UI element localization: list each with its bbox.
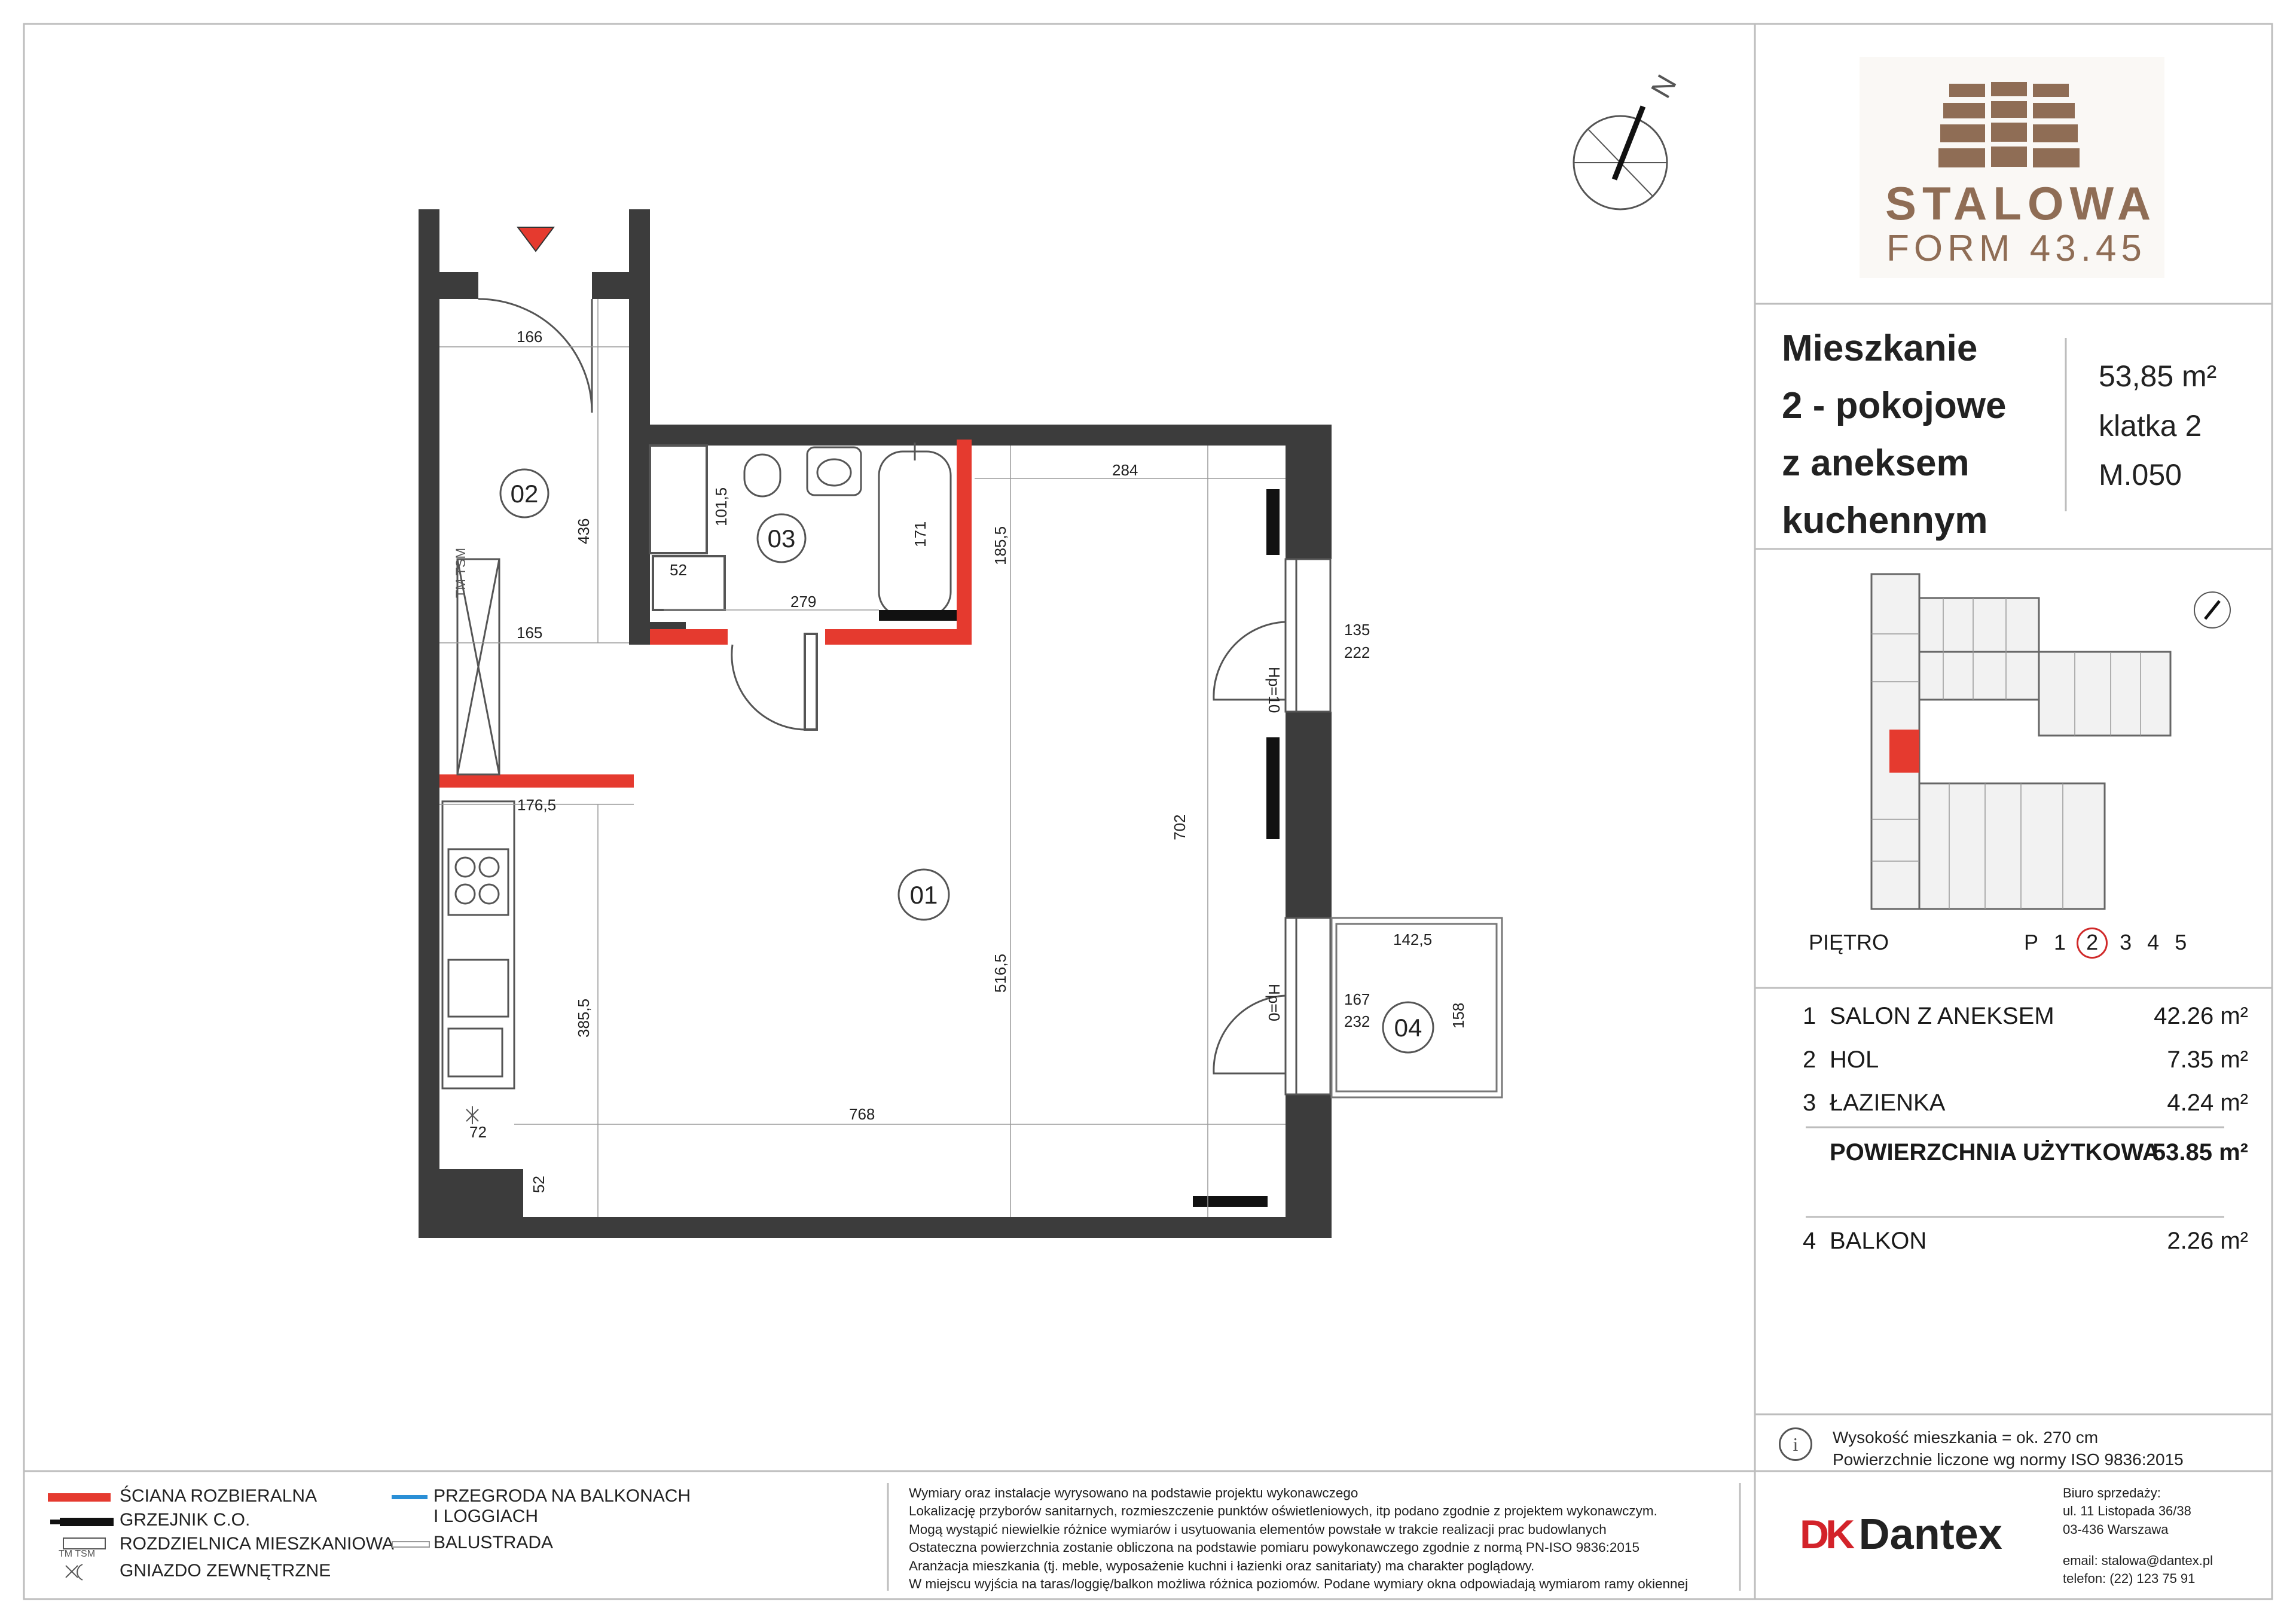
dim-label: 436 (575, 518, 593, 544)
doors (478, 299, 1286, 1073)
balcony-row-area: 2.26 m² (2167, 1228, 2248, 1254)
exterior-walls (419, 209, 1332, 1238)
dim-label: 101,5 (712, 487, 730, 526)
room-label-02: 02 (510, 480, 539, 508)
radiator-icon (48, 1513, 114, 1531)
legend-radiator: GRZEJNIK C.O. (120, 1510, 251, 1530)
key-plan (1860, 562, 2242, 921)
bathroom-walls (650, 446, 817, 730)
flat-title-line: z aneksem (1782, 443, 1970, 484)
compass-north-label: N (1645, 69, 1683, 103)
tm-tsm-label: TM TSM (453, 548, 468, 598)
dim-label: 176,5 (517, 796, 557, 814)
floor-option[interactable]: P (2024, 930, 2039, 954)
entrance-arrow (518, 227, 554, 251)
flat-unit: M.050 (2099, 458, 2182, 492)
dim-label: 385,5 (575, 998, 593, 1038)
brand-name-top: STALOWA (1885, 177, 2157, 230)
brand-name-bottom: FORM 43.45 (1886, 228, 2147, 269)
disclaimer (909, 1484, 1688, 1593)
flat-title (1782, 320, 2006, 550)
floor-selector-label: PIĘTRO (1809, 930, 1889, 954)
room-row-name: ŁAZIENKA (1830, 1090, 1946, 1116)
room-row-area: 4.24 m² (2167, 1090, 2248, 1116)
keyplan-compass-icon (2194, 592, 2230, 628)
sales-office-line (2063, 1539, 2213, 1552)
legend-distribution-box: ROZDZIELNICA MIESZKANIOWA (120, 1534, 394, 1554)
dim-label: 158 (1449, 1002, 1467, 1029)
dim-label: 171 (911, 521, 929, 547)
legend-partition-swatch (392, 1495, 428, 1499)
dim-label: 165 (517, 624, 543, 642)
room-row-name: SALON Z ANEKSEM (1830, 1003, 2054, 1029)
info-icon: i (1779, 1427, 1812, 1461)
info-height: Wysokość mieszkania = ok. 270 cm (1833, 1428, 2099, 1447)
dim-label: 702 (1171, 814, 1189, 840)
sales-office (2063, 1484, 2213, 1588)
flat-title-line: 2 - pokojowe (1782, 385, 2007, 427)
disclaimer-line: W miejscu wyjścia na taras/loggię/balkon możliwa różnica poziomów. Podane wymiary okna odpowiadają wymiarom ramy okiennej (909, 1576, 1689, 1591)
dim-label: 72 (469, 1123, 487, 1141)
legend-removable-wall-swatch (48, 1493, 111, 1502)
disclaimer-line: Aranżacja mieszkania (tj. meble, wyposażenie kuchni i łazienki oraz sanitariaty) ma charakter poglądowy. (909, 1558, 1535, 1573)
dim-label: 768 (849, 1105, 875, 1123)
floor-option[interactable]: 3 (2120, 930, 2132, 954)
usable-area-value: 53.85 m² (2152, 1139, 2248, 1166)
legend-partition (433, 1486, 691, 1527)
dim-label: 185,5 (991, 526, 1009, 565)
outdoor-socket-icon (60, 1560, 96, 1590)
brand-mark-icon (1860, 57, 2164, 176)
room-label-03: 03 (767, 524, 796, 553)
flat-meta (2099, 352, 2216, 500)
dim-label: 222 (1344, 643, 1370, 661)
room-row-area: 42.26 m² (2154, 1003, 2248, 1029)
flat-title-line: Mieszkanie (1782, 328, 1978, 369)
room-row-area: 7.35 m² (2167, 1047, 2248, 1073)
selected-unit-highlight (1889, 730, 1919, 773)
dim-label: 52 (670, 561, 687, 579)
room-label-04: 04 (1394, 1014, 1422, 1042)
floor-option[interactable]: 1 (2054, 930, 2066, 954)
dim-label: 142,5 (1393, 931, 1433, 948)
room-row-no: 1 (1803, 1003, 1816, 1029)
disclaimer-line: Ostateczna powierzchnia zostanie obliczona na podstawie pomiaru powykonawczego zgodnie z normą PN-ISO 9836:2015 (909, 1540, 1639, 1555)
room-row-no: 3 (1803, 1090, 1816, 1116)
flat-staircase: klatka 2 (2099, 408, 2202, 443)
sales-office-line: 03-436 Warszawa (2063, 1521, 2169, 1537)
floor-selector (2024, 930, 2187, 959)
sales-office-line: Biuro sprzedaży: (2063, 1485, 2161, 1500)
sales-office-line: ul. 11 Listopada 36/38 (2063, 1503, 2191, 1519)
compass (1574, 69, 1683, 209)
dim-label: 167 (1344, 990, 1370, 1008)
dim-label: 52 (530, 1176, 548, 1193)
legend-balustrade-swatch (392, 1541, 430, 1548)
dim-label: 516,5 (991, 953, 1009, 993)
disclaimer-line: Lokalizację przyborów sanitarnych, rozmieszczenie punktów oświetleniowych, itp podano zgodnie z projektem wykonawczym. (909, 1503, 1657, 1519)
legend-tm-tsm: TM TSM (59, 1549, 96, 1559)
info-text (1833, 1426, 2184, 1471)
brand-logo (1860, 57, 2164, 278)
developer-logo-text: Dantex (1858, 1511, 2002, 1558)
disclaimer-line: Mogą wystąpić niewielkie różnice wymiarów i usytuowania elementów powstałe w trakcie realizacji prac budowlanych (909, 1521, 1607, 1537)
floor-option[interactable]: 5 (2175, 930, 2187, 954)
dim-label: 135 (1344, 621, 1370, 639)
dim-label: 166 (517, 328, 543, 346)
legend-removable-wall: ŚCIANA ROZBIERALNA (120, 1486, 317, 1506)
window-height-label: Hp=10 (1265, 667, 1283, 713)
usable-area-label: POWIERZCHNIA UŻYTKOWA (1830, 1139, 2160, 1166)
flat-area: 53,85 m² (2099, 359, 2217, 393)
dim-label: 279 (790, 593, 817, 611)
room-label-01: 01 (909, 881, 938, 909)
developer-logo-mark: DK (1800, 1512, 1852, 1557)
window-height-label: Hp=0 (1265, 984, 1283, 1021)
legend-outdoor-socket: GNIAZDO ZEWNĘTRZNE (120, 1561, 331, 1581)
developer-logo (1800, 1510, 2002, 1558)
sales-office-email[interactable]: email: stalowa@dantex.pl (2063, 1553, 2213, 1569)
floor-option[interactable]: 4 (2147, 930, 2160, 954)
radiators (879, 489, 1280, 1207)
kitchen-fixtures (442, 801, 514, 1088)
room-row-no: 2 (1803, 1047, 1816, 1073)
legend-partition-line2: I LOGGIACH (433, 1506, 539, 1526)
info-norm: Powierzchnie liczone wg normy ISO 9836:2015 (1833, 1450, 2184, 1469)
legend-partition-line1: PRZEGRODA NA BALKONACH (433, 1486, 691, 1506)
balcony-row-no: 4 (1803, 1228, 1816, 1254)
floor-option-selected[interactable]: 2 (2077, 928, 2108, 959)
dim-label: 284 (1112, 461, 1138, 479)
disclaimer-line: Wymiary oraz instalacje wyrysowano na podstawie projektu wykonawczego (909, 1485, 1358, 1500)
sales-office-phone[interactable]: telefon: (22) 123 75 91 (2063, 1571, 2196, 1587)
room-row-name: HOL (1830, 1047, 1879, 1073)
balcony-row-name: BALKON (1830, 1228, 1927, 1254)
legend-balustrade: BALUSTRADA (433, 1533, 554, 1552)
outdoor-socket-icon (466, 1106, 478, 1124)
dim-label: 232 (1344, 1012, 1370, 1030)
flat-title-line: kuchennym (1782, 500, 1988, 542)
